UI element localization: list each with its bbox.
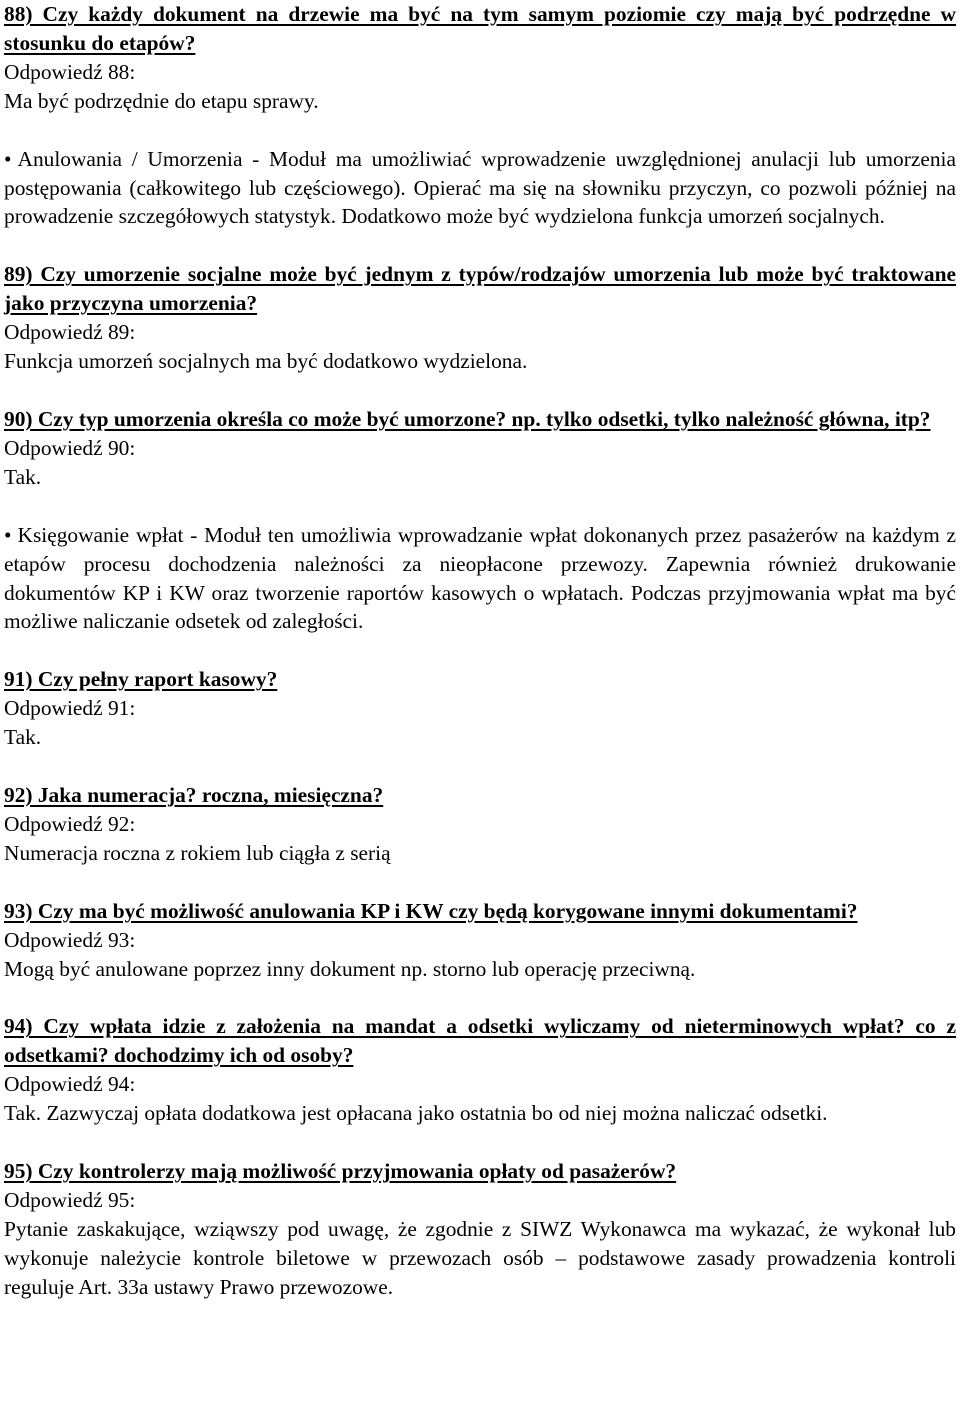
bullet-text-ksiegowanie: Księgowanie wpłat - Moduł ten umożliwia wprowadzanie wpłat dokonanych przez pasażerów na każdym z etapów procesu dochodzenia należności za nieopłacone przewozy. Zapewnia również drukowanie dokumentów KP i KW oraz tworzenie raportów kasowych o wpłatach. Podczas przyjmowania wpłat ma być możliwe naliczanie odsetek od zaległości. <box>4 522 956 634</box>
question-90: 90) Czy typ umorzenia określa co może być umorzone? np. tylko odsetki, tylko należność główna, itp? <box>4 406 931 431</box>
question-88: 88) Czy każdy dokument na drzewie ma być na tym samym poziomie czy mają być podrzędne w stosunku do etapów? <box>4 2 956 55</box>
answer-89-label: Odpowiedź 89: <box>4 320 136 345</box>
bullet-paragraph-anulowania <box>4 145 956 232</box>
bullet-paragraph-ksiegowanie <box>4 521 956 637</box>
question-93: 93) Czy ma być możliwość anulowania KP i KW czy będą korygowane innymi dokumentami? <box>4 898 858 923</box>
answer-91-text: Tak. <box>4 725 42 750</box>
answer-92-text: Numeracja roczna z rokiem lub ciągła z serią <box>4 840 391 865</box>
question-92: 92) Jaka numeracja? roczna, miesięczna? <box>4 783 384 808</box>
question-91: 91) Czy pełny raport kasowy? <box>4 667 278 692</box>
question-94: 94) Czy wpłata idzie z założenia na mandat a odsetki wyliczamy od nieterminowych wpłat? co z odsetkami? dochodzimy ich od osoby? <box>4 1014 956 1068</box>
answer-92-label: Odpowiedź 92: <box>4 811 136 836</box>
question-95: 95) Czy kontrolerzy mają możliwość przyjmowania opłaty od pasażerów? <box>4 1159 677 1184</box>
answer-93-label: Odpowiedź 93: <box>4 927 136 952</box>
answer-89-text: Funkcja umorzeń socjalnych ma być dodatkowo wydzielona. <box>4 349 528 374</box>
answer-93-text: Mogą być anulowane poprzez inny dokument np. storno lub operację przeciwną. <box>4 956 696 981</box>
question-89: 89) Czy umorzenie socjalne może być jednym z typów/rodzajów umorzenia lub może być traktowane jako przyczyna umorzenia? <box>4 262 956 316</box>
answer-94-text: Tak. Zazwyczaj opłata dodatkowa jest opłacana jako ostatnia bo od niej można naliczać odsetki. <box>4 1101 828 1126</box>
answer-95-text: Pytanie zaskakujące, wziąwszy pod uwagę, że zgodnie z SIWZ Wykonawca ma wykazać, że wykonał lub wykonuje należycie kontrole biletowe w przewozach osób – podstawowe zasady prowadzenia kontroli reguluje Art. 33a ustawy Prawo przewozowe. <box>4 1216 956 1299</box>
answer-94-label: Odpowiedź 94: <box>4 1072 136 1097</box>
answer-90-text: Tak. <box>4 464 42 489</box>
answer-88-label: Odpowiedź 88: <box>4 59 136 84</box>
bullet-text-anulowania: Anulowania / Umorzenia - Moduł ma umożliwiać wprowadzenie uwzględnionej anulacji lub umorzenia postępowania (całkowitego lub częściowego). Opierać ma się na słowniku przyczyn, co pozwoli później na prowadzenie szczegółowych statystyk. Dodatkowo może być wydzielona funkcja umorzeń socjalnych. <box>4 146 956 229</box>
answer-90-label: Odpowiedź 90: <box>4 435 136 460</box>
answer-88-text: Ma być podrzędnie do etapu sprawy. <box>4 88 319 113</box>
answer-91-label: Odpowiedź 91: <box>4 696 136 721</box>
bullet-icon: • <box>4 146 12 171</box>
bullet-icon: • <box>4 522 12 547</box>
answer-95-label: Odpowiedź 95: <box>4 1188 136 1212</box>
